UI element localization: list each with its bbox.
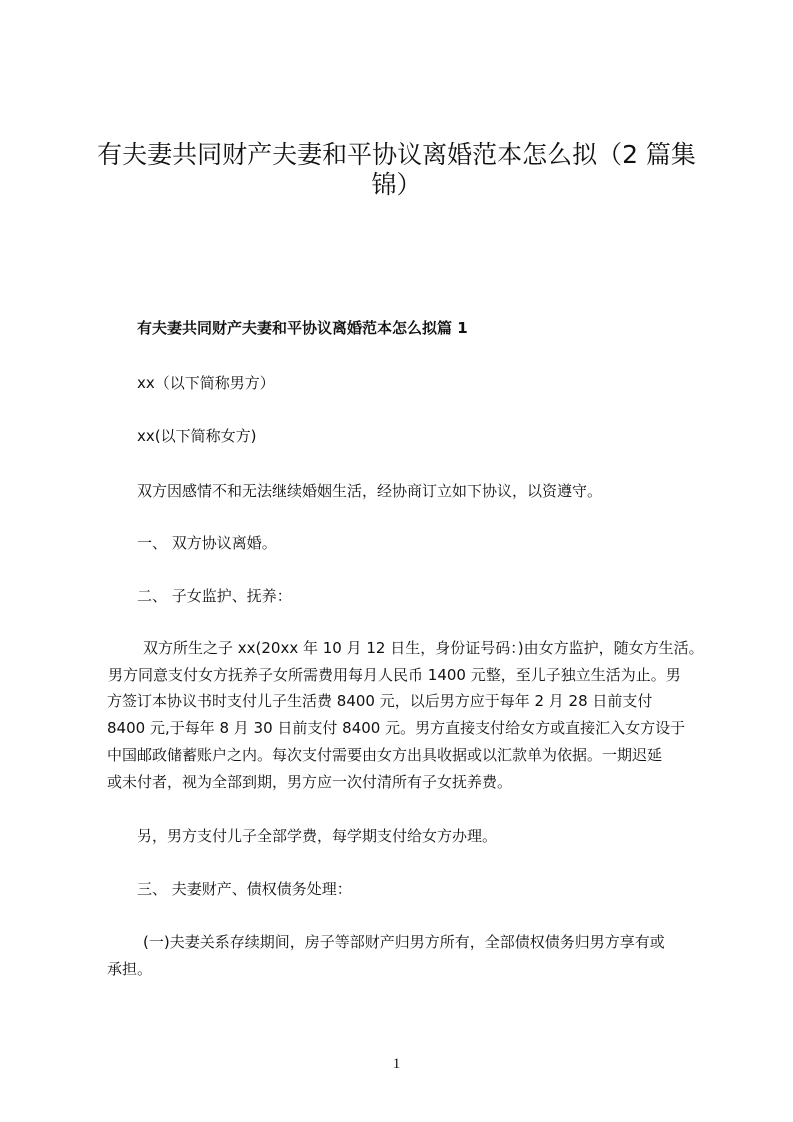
tuition-paragraph: 另，男方支付儿子全部学费，每学期支付给女方办理。 [137, 827, 498, 845]
clause-1: 一、 双方协议离婚。 [137, 534, 277, 552]
page-number: 1 [392, 1056, 401, 1072]
clause-2: 二、 子女监护、抚养： [137, 587, 292, 605]
party-male: xx（以下简称男方） [137, 374, 275, 392]
paragraph-line: (一)夫妻关系存续期间，房子等部财产归男方所有，全部债权债务归男方享有或 [143, 933, 665, 951]
paragraph-line: 双方所生之子 xx(20xx 年 10 月 12 日生，身份证号码：)由女方监护，随女方生活。 [143, 639, 704, 657]
party-female: xx(以下简称女方) [137, 427, 257, 445]
paragraph-line: 或未付者，视为全部到期，男方应一次付清所有子女抚养费。 [107, 773, 513, 791]
section-heading: 有夫妻共同财产夫妻和平协议离婚范本怎么拟篇 1 [137, 319, 468, 337]
paragraph-line: 中国邮政储蓄账户之内。每次支付需要由女方出具收据或以汇款单为依据。一期迟延 [107, 746, 663, 764]
intro-paragraph: 双方因感情不和无法继续婚姻生活，经协商订立如下协议，以资遵守。 [137, 482, 603, 500]
clause-3: 三、 夫妻财产、债权债务处理： [137, 880, 352, 898]
paragraph-line: 方签订本协议书时支付儿子生活费 8400 元，以后男方应于每年 2 月 28 日前支付 [107, 692, 653, 710]
paragraph-line: 8400 元,于每年 8 月 30 日前支付 8400 元。男方直接支付给女方或直接汇入女方设于 [107, 719, 686, 737]
document-title: 有夫妻共同财产夫妻和平协议离婚范本怎么拟（2 篇集锦） [97, 140, 696, 199]
paragraph-line: 男方同意支付女方抚养子女所需费用每月人民币 1400 元整，至儿子独立生活为止。男 [108, 666, 681, 684]
paragraph-line: 承担。 [107, 960, 153, 978]
